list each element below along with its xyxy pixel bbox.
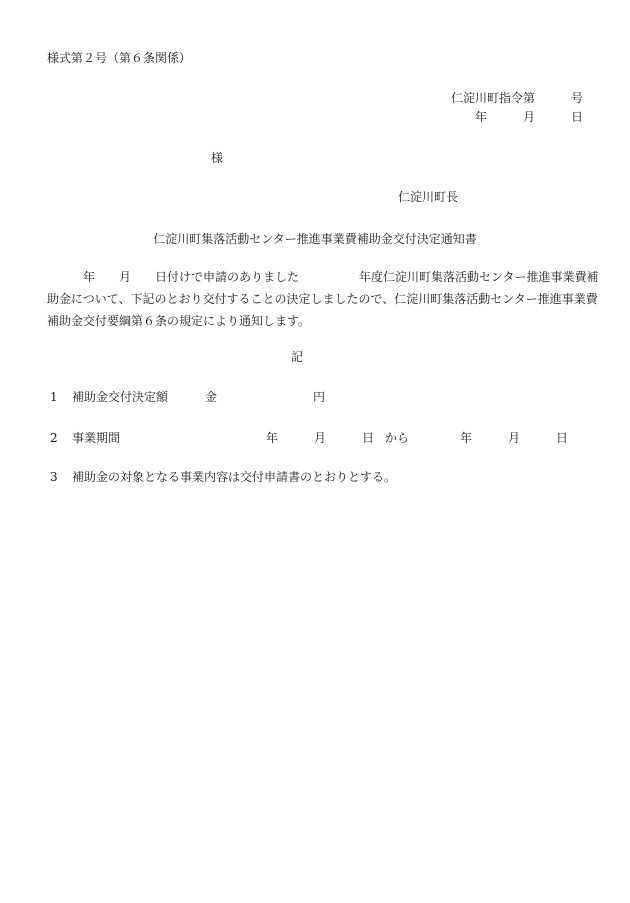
- form-number: 様式第２号（第６条関係）: [47, 51, 192, 65]
- item-1-amount-prefix: 金: [205, 390, 218, 404]
- body-line-1: 年 月 日付けで申請のありました 年度仁淀川町集落活動センター推進事業費補: [47, 270, 599, 284]
- item-2-connector: から: [385, 431, 410, 445]
- body-line-3: 補助金交付要綱第６条の規定により通知します。: [47, 314, 311, 328]
- item-2-end-date: 年 月 日: [460, 431, 569, 445]
- notice-number: 仁淀川町指令第 号: [450, 91, 583, 105]
- item-2-start-date: 年 月 日: [266, 431, 375, 445]
- notice-date: 年 月 日: [474, 110, 583, 124]
- issuer-name: 仁淀川町長: [397, 190, 458, 204]
- item-1-amount-suffix: 円: [313, 390, 326, 404]
- item-3-number: 3: [50, 470, 58, 484]
- item-1-number: 1: [50, 390, 58, 404]
- item-3-label: 補助金の対象となる事業内容は交付申請書のとおりとする。: [72, 470, 397, 484]
- item-2-number: 2: [50, 431, 58, 445]
- document-title: 仁淀川町集落活動センター推進事業費補助金交付決定通知書: [153, 232, 477, 246]
- item-2-label: 事業期間: [72, 431, 121, 445]
- body-paragraph: [47, 266, 599, 332]
- ki-heading: 記: [290, 350, 303, 364]
- addressee-suffix: 様: [211, 151, 224, 165]
- item-1-label: 補助金交付決定額: [72, 390, 169, 404]
- body-line-2: 助金について、下記のとおり交付することの決定しましたので、仁淀川町集落活動センター推進事業費: [47, 292, 598, 306]
